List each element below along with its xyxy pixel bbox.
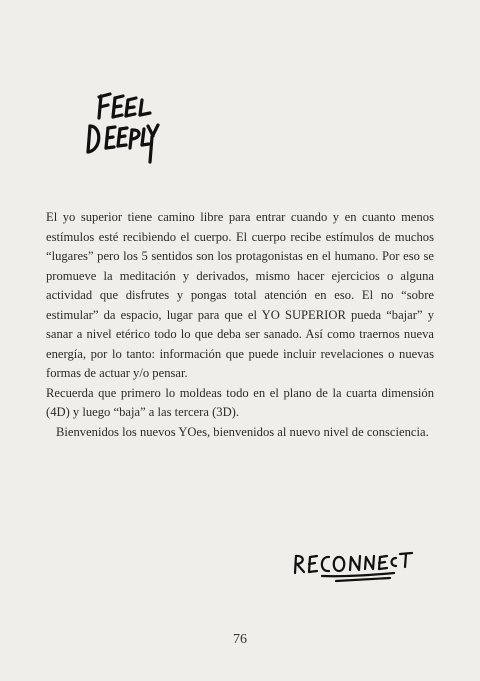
page-number: 76 xyxy=(233,632,247,647)
body-text xyxy=(46,208,434,442)
feel-deeply-logo xyxy=(82,88,164,168)
reconnect-logo xyxy=(292,548,418,586)
paragraph-1: El yo superior tiene camino libre para entrar cuando y en cuanto menos estímulos esté recibiendo el cuerpo. El cuerpo recibe estímulos de muchos “lugares” pero los 5 sentidos son los protagonistas en el humano. Por eso se promueve la meditación y derivados, mismo hacer ejercicios o alguna actividad que disfrutes y pongas total atención en eso. El no “sobre estimular” da espacio, lugar para que el YO SUPERIOR pueda “bajar” y sanar a nivel etérico todo lo que deba ser sanado. Así como traernos nueva energía, por lo tanto: información que puede incluir revelaciones o nuevas formas de actuar y/o pensar. xyxy=(46,210,434,380)
paragraph-2: Recuerda que primero lo moldeas todo en el plano de la cuarta dimensión (4D) y luego “baja” a las tercera (3D). xyxy=(46,385,434,419)
paragraph-3: Bienvenidos los nuevos YOes, bienvenidos al nuevo nivel de consciencia. xyxy=(56,424,429,439)
